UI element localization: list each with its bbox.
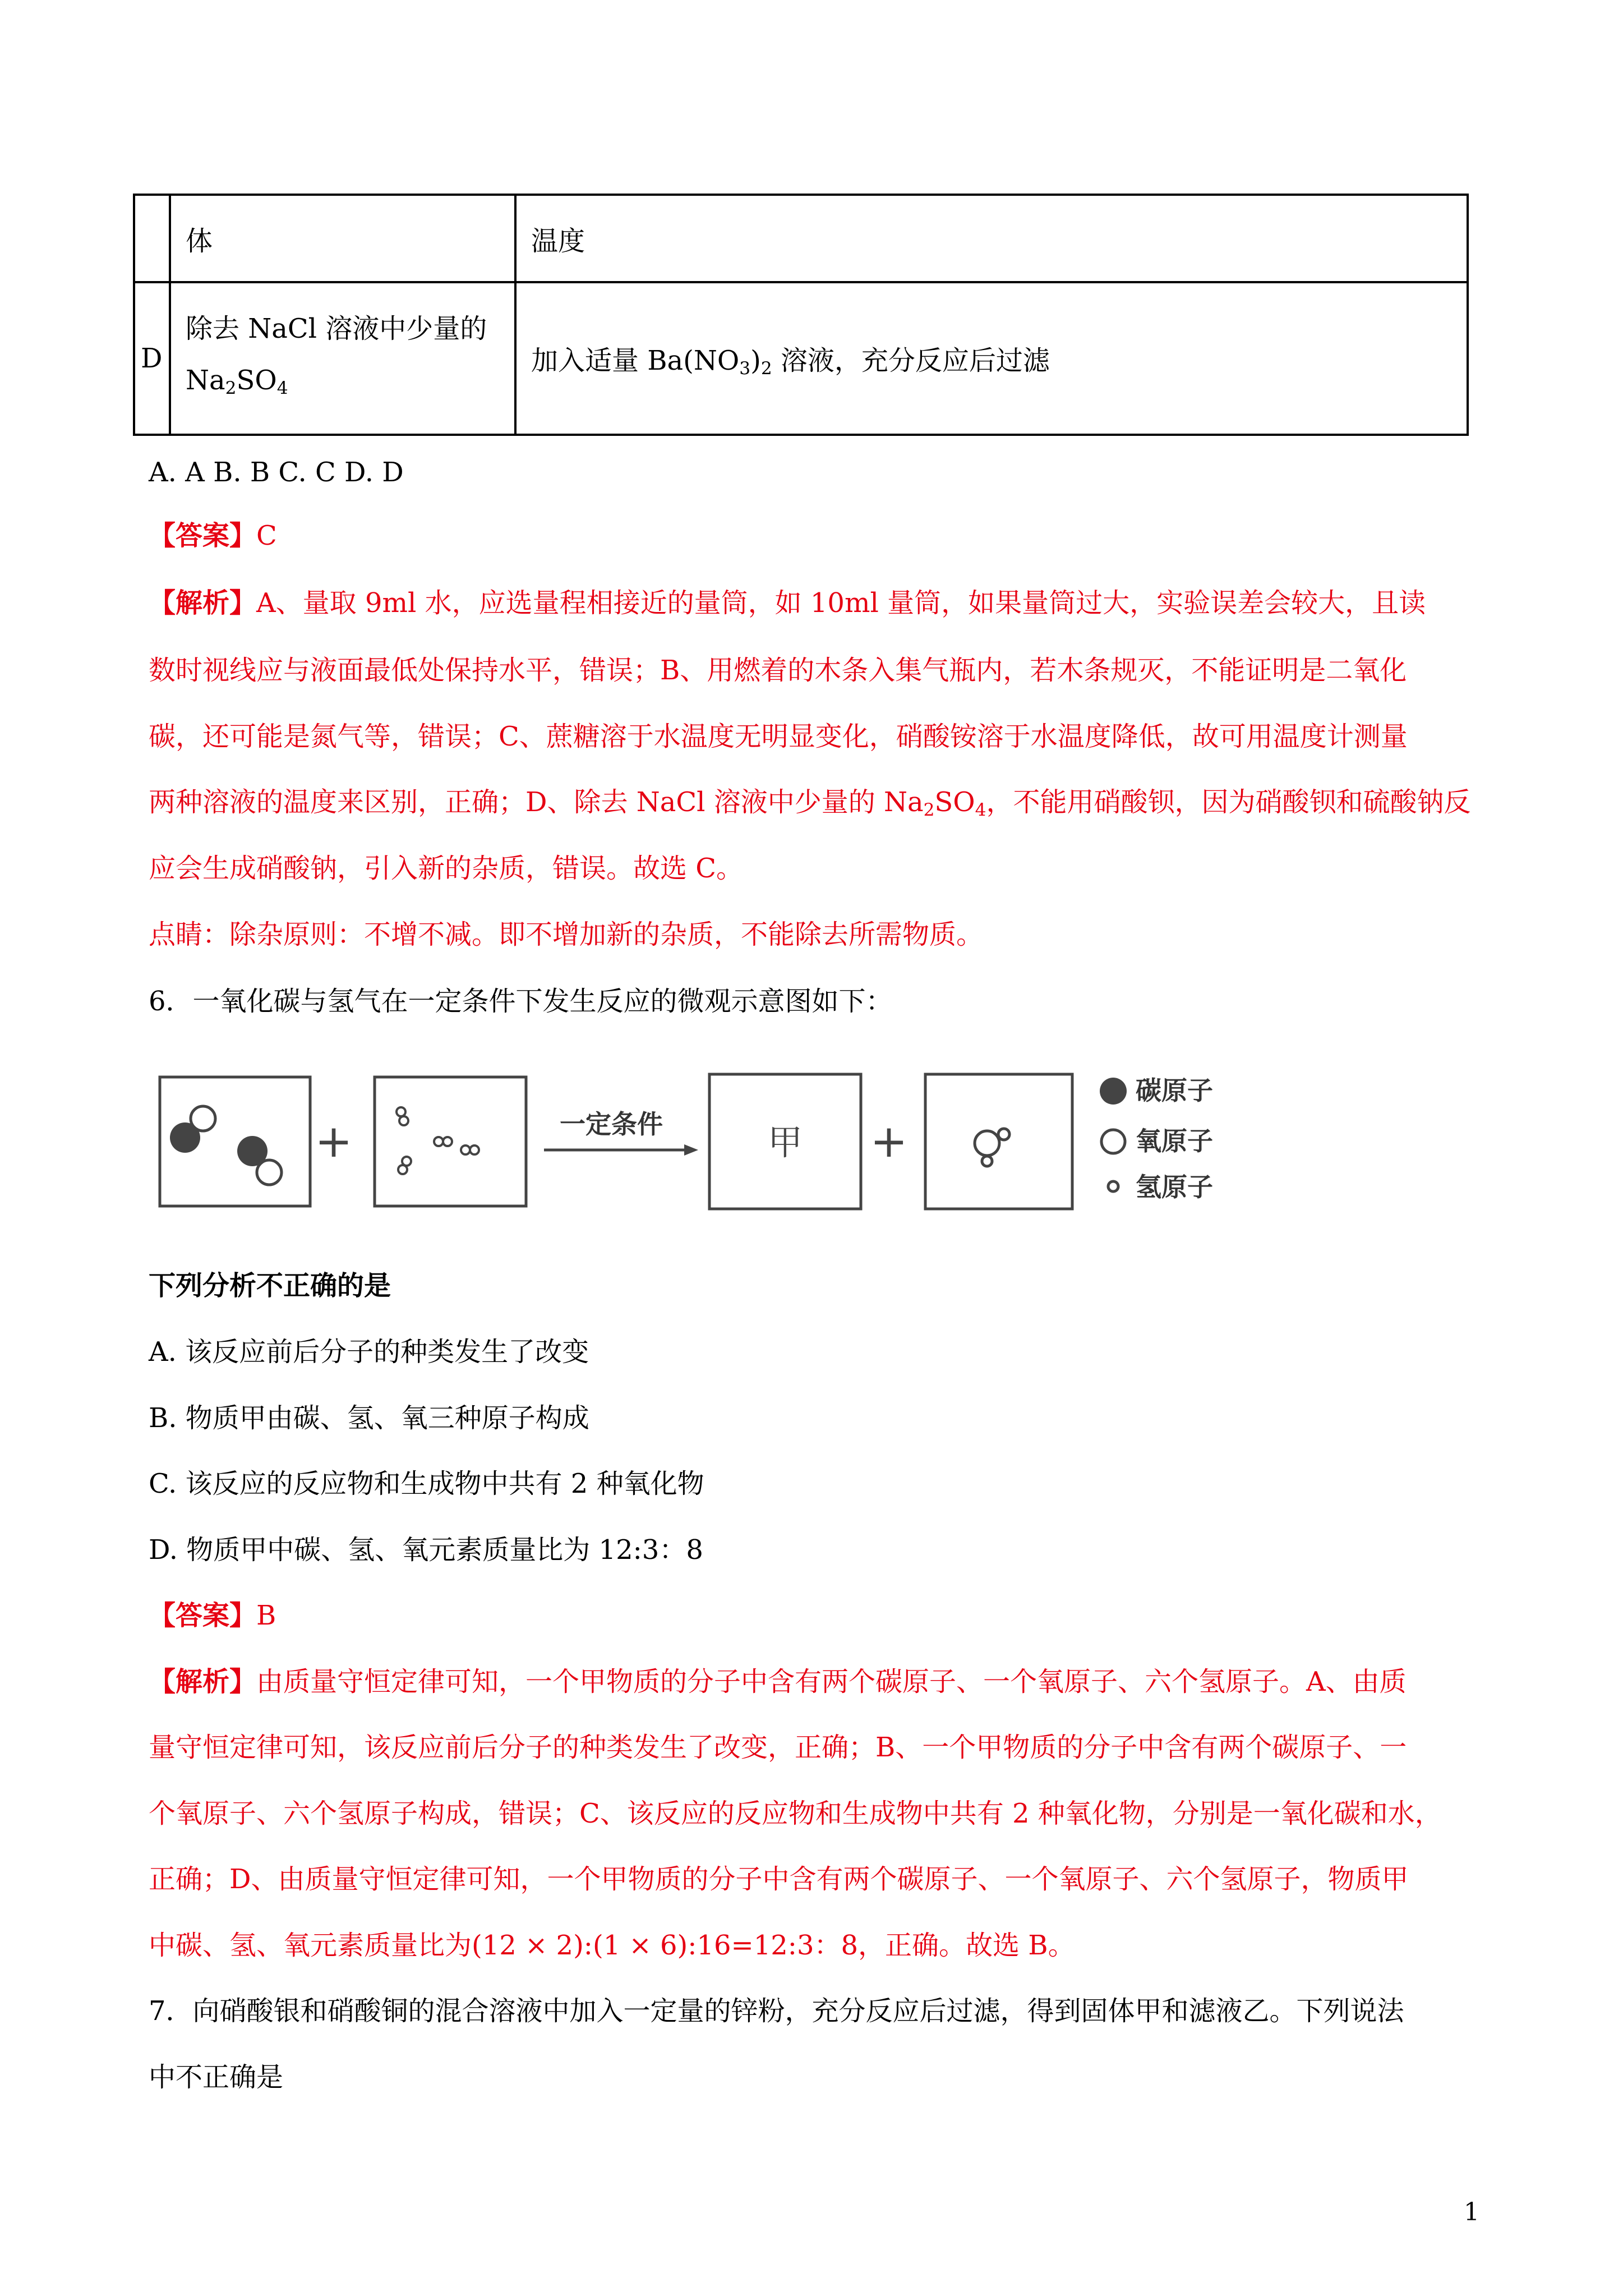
condition-label: 一定条件	[560, 1109, 663, 1139]
q6-analysis-line-2: 量守恒定律可知，该反应前后分子的种类发生了改变，正确；B、一个甲物质的分子中含有两个碳原子、一	[149, 1732, 1407, 1763]
q6-option-a: A. 该反应前后分子的种类发生了改变	[149, 1336, 589, 1368]
water-molecule	[975, 1129, 1009, 1166]
plus-sign: +	[315, 1115, 353, 1167]
q7-stem-line-1: 7．向硝酸银和硝酸铜的混合溶液中加入一定量的锌粉，充分反应后过滤，得到固体甲和滤液乙。下列说法	[149, 1995, 1404, 2027]
task-line-2: $Na_2SO_4$	[186, 365, 288, 398]
q6-analysis-line-5: 中碳、氢、氧元素质量比为(12 × 2):(1 × 6):16=12:3：8，正确。故选 B。	[149, 1930, 1075, 1961]
q5-analysis-line-1: 【解析】A、量取 9ml 水，应选量程相接近的量筒，如 10ml 量筒，如果量筒过大，实验误差会较大，且读	[149, 587, 1426, 619]
table-cell-method: 加入适量 $Ba(NO_3)_2$ 溶液，充分反应后过滤	[515, 282, 1468, 435]
reactant-box-h2	[375, 1077, 526, 1206]
q6-option-d: D. 物质甲中碳、氢、氧元素质量比为 12:3：8	[149, 1534, 703, 1566]
carbon-atom-icon	[1100, 1078, 1127, 1105]
q6-analysis-line-4: 正确；D、由质量守恒定律可知，一个甲物质的分子中含有两个碳原子、一个氧原子、六个氢原子，物质甲	[149, 1864, 1409, 1895]
q6-option-c: C. 该反应的反应物和生成物中共有 2 种氧化物	[149, 1468, 704, 1499]
q6-analysis-line-1: 【解析】由质量守恒定律可知，一个甲物质的分子中含有两个碳原子、一个氧原子、六个氢原子。A、由质	[149, 1666, 1407, 1697]
oxygen-atom-icon	[1101, 1130, 1125, 1153]
q5-answer: 【答案】C	[149, 520, 277, 551]
table-cell-option	[134, 195, 170, 282]
q6-answer: 【答案】B	[149, 1600, 276, 1631]
reaction-diagram	[151, 1049, 1279, 1223]
plus-sign: +	[870, 1115, 908, 1167]
legend-hydrogen: 氢原子	[1136, 1172, 1213, 1202]
co-molecule	[237, 1136, 282, 1185]
table-cell-task	[170, 282, 515, 435]
task-line-1: 除去 NaCl 溶液中少量的	[186, 313, 487, 345]
q5-note: 点睛：除杂原则：不增不减。即不增加新的杂质，不能除去所需物质。	[149, 919, 984, 950]
q7-stem-line-2: 中不正确是	[149, 2062, 284, 2093]
page-number: 1	[1464, 2198, 1479, 2226]
legend-oxygen: 氧原子	[1136, 1126, 1213, 1156]
q6-prompt: 下列分析不正确的是	[149, 1270, 391, 1301]
hydrogen-atom-icon	[1108, 1181, 1118, 1191]
h2-molecules	[396, 1107, 479, 1174]
table-cell-method: 温度	[515, 195, 1468, 282]
q5-analysis-line-3: 碳，还可能是氮气等，错误；C、蔗糖溶于水温度无明显变化，硝酸铵溶于水温度降低，故可用温度计测量	[149, 721, 1408, 752]
q5-choices: A. A B. B C. C D. D	[149, 457, 404, 488]
q6-option-b: B. 物质甲由碳、氢、氧三种原子构成	[149, 1402, 589, 1434]
q5-analysis-line-2: 数时视线应与液面最低处保持水平，错误；B、用燃着的木条入集气瓶内，若木条规灭，不能证明是二氧化	[149, 655, 1407, 686]
table-row	[134, 282, 1468, 435]
product-label: 甲	[767, 1122, 803, 1163]
q5-analysis-line-4: 两种溶液的温度来区别，正确；D、除去 NaCl 溶液中少量的 $Na_2SO_4$，不能用硝酸钡，因为硝酸钡和硫酸钠反	[149, 786, 1471, 820]
table-cell-option: D	[134, 282, 170, 435]
table-row	[134, 195, 1468, 282]
options-table	[133, 194, 1469, 436]
co-molecule	[170, 1106, 215, 1153]
legend-carbon: 碳原子	[1136, 1075, 1213, 1106]
q6-analysis-line-3: 个氧原子、六个氢原子构成，错误；C、该反应的反应物和生成物中共有 2 种氧化物，分别是一氧化碳和水，	[149, 1798, 1442, 1829]
table-cell-task: 体	[170, 195, 515, 282]
q5-analysis-line-5: 应会生成硝酸钠，引入新的杂质，错误。故选 C。	[149, 853, 743, 884]
q6-stem: 6．一氧化碳与氢气在一定条件下发生反应的微观示意图如下：	[149, 986, 893, 1017]
arrow-head-icon	[684, 1144, 698, 1156]
